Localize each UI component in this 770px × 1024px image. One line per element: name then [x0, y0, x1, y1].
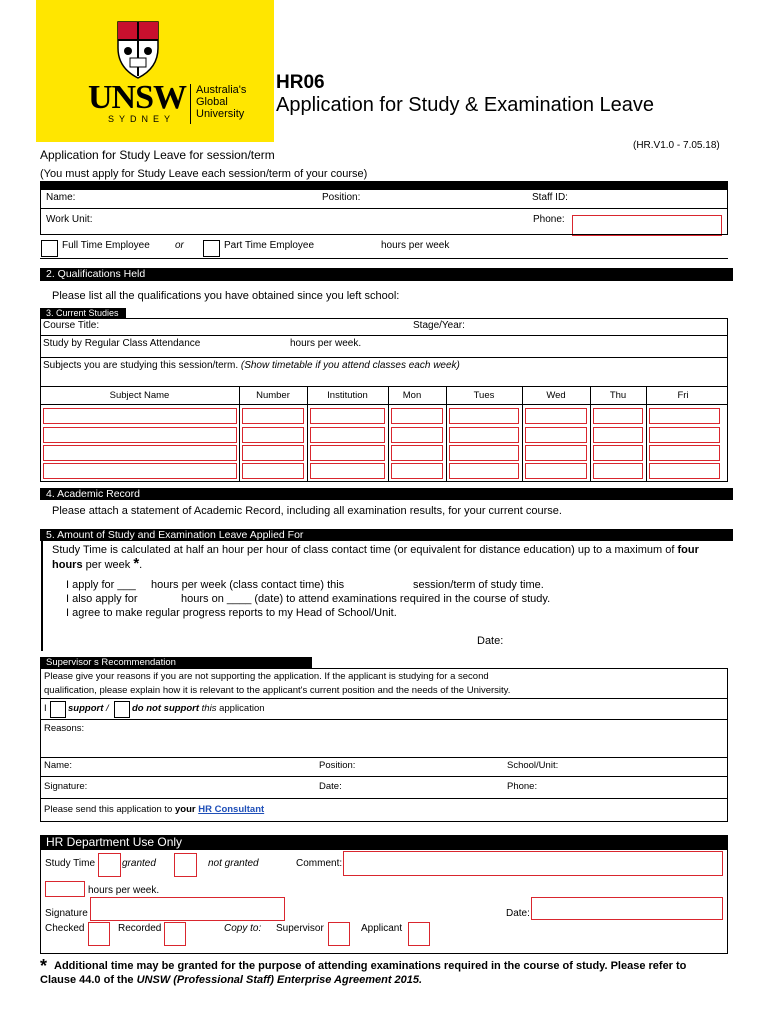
apply-for-text: I apply for ___ [66, 579, 136, 591]
section4-title: 4. Academic Record [40, 488, 733, 500]
do-not-support-checkbox[interactable] [114, 701, 130, 718]
subject-wed-input[interactable] [525, 427, 587, 443]
copy-supervisor-label: Supervisor [276, 923, 324, 934]
subject-thu-input[interactable] [593, 445, 643, 461]
part-time-label: Part Time Employee [224, 240, 315, 251]
staff-id-label: Staff ID: [532, 192, 568, 203]
intro-line2: (You must apply for Study Leave each session/term of your course) [40, 168, 368, 180]
support-line: support / [68, 703, 109, 714]
subject-thu-input[interactable] [593, 408, 643, 424]
supervisor-name-label: Name: [44, 760, 72, 771]
form-code: HR06 [276, 72, 325, 93]
granted-checkbox[interactable] [98, 853, 121, 877]
unsw-crest-icon [112, 18, 164, 80]
qualifications-text: Please list all the qualifications you have obtained since you left school: [52, 290, 400, 302]
comment-label: Comment: [296, 858, 343, 869]
comment-input[interactable] [343, 851, 723, 876]
col-wed: Wed [546, 390, 566, 401]
do-not-support-line: do not support this application [132, 703, 265, 714]
supervisor-title: Supervisor s Recommendation [40, 657, 312, 668]
subject-institution-input[interactable] [310, 427, 385, 443]
footnote-line1: Additional time may be granted for the purpose of attending examinations required in the course of study. Please refer to [54, 960, 687, 972]
study-time-label: Study Time [45, 858, 96, 869]
col-fri: Fri [677, 390, 689, 401]
hours-per-week-label: hours per week [381, 240, 450, 251]
subject-fri-input[interactable] [649, 463, 720, 479]
hours-granted-input[interactable] [45, 881, 85, 897]
subject-subject-name-input[interactable] [43, 427, 237, 443]
footnote-line2: Clause 44.0 of the UNSW (Professional Staff) Enterprise Agreement 2015. [40, 974, 423, 986]
position-label: Position: [322, 192, 361, 203]
recorded-label: Recorded [118, 923, 162, 934]
supervisor-date-label: Date: [319, 781, 342, 792]
also-apply-text: I also apply for [66, 593, 138, 605]
footnote-asterisk: * [40, 956, 48, 976]
stage-year-label: Stage/Year: [413, 320, 465, 331]
subject-thu-input[interactable] [593, 427, 643, 443]
study-time-paragraph: Study Time is calculated at half an hour per hour of class contact time (or equivalent for distance education) up to a maximum of four hours per week *. [52, 544, 699, 572]
subject-mon-input[interactable] [391, 408, 443, 424]
not-granted-label: not granted [208, 858, 259, 869]
supervisor-text1: Please give your reasons if you are not supporting the application. If the applicant is studying for a second [44, 671, 489, 682]
col-number: Number [256, 390, 290, 401]
subject-subject-name-input[interactable] [43, 463, 237, 479]
subject-fri-input[interactable] [649, 408, 720, 424]
subject-subject-name-input[interactable] [43, 445, 237, 461]
apply-session-text: session/term of study time. [413, 579, 544, 591]
hr-signature-label: Signature [45, 908, 88, 919]
col-tues: Tues [473, 390, 495, 401]
supervisor-phone-label: Phone: [507, 781, 538, 792]
copy-applicant-label: Applicant [361, 923, 403, 934]
full-time-label: Full Time Employee [62, 240, 150, 251]
phone-label: Phone: [533, 214, 565, 225]
hr-date-label: Date: [506, 908, 530, 919]
form-title: Application for Study & Examination Leave [276, 94, 654, 116]
section3-title: 3. Current Studies [40, 308, 126, 318]
form-version: (HR.V1.0 - 7.05.18) [633, 140, 720, 151]
subject-mon-input[interactable] [391, 463, 443, 479]
name-label: Name: [46, 192, 76, 203]
reasons-label: Reasons: [44, 723, 85, 734]
apply-hours-text: hours per week (class contact time) this [151, 579, 345, 591]
subject-number-input[interactable] [242, 408, 304, 424]
subject-number-input[interactable] [242, 445, 304, 461]
subject-tues-input[interactable] [449, 463, 519, 479]
section5-title: 5. Amount of Study and Examination Leave Applied For [40, 529, 733, 541]
sydney-wordmark: SYDNEY [108, 114, 176, 124]
subject-number-input[interactable] [242, 427, 304, 443]
subject-tues-input[interactable] [449, 427, 519, 443]
supervisor-school-label: School/Unit: [507, 760, 559, 771]
col-thu: Thu [609, 390, 627, 401]
work-unit-label: Work Unit: [46, 214, 93, 225]
subject-institution-input[interactable] [310, 408, 385, 424]
section5-date-label: Date: [477, 635, 504, 647]
subject-thu-input[interactable] [593, 463, 643, 479]
checked-label: Checked [45, 923, 85, 934]
subjects-text: Subjects you are studying this session/term. (Show timetable if you attend classes each week) [43, 360, 460, 371]
subject-number-input[interactable] [242, 463, 304, 479]
unsw-logo-block [36, 0, 274, 142]
subject-wed-input[interactable] [525, 463, 587, 479]
support-checkbox[interactable] [50, 701, 66, 718]
col-mon: Mon [402, 390, 422, 401]
copy-supervisor-checkbox[interactable] [328, 922, 350, 946]
hr-use-title: HR Department Use Only [40, 835, 728, 850]
col-subject-name: Subject Name [109, 390, 170, 401]
also-hours-text: hours on ____ (date) to attend examinations required in the course of study. [181, 593, 551, 605]
subject-fri-input[interactable] [649, 445, 720, 461]
i-label: I [44, 703, 47, 714]
subject-institution-input[interactable] [310, 463, 385, 479]
recorded-checkbox[interactable] [164, 922, 186, 946]
checked-checkbox[interactable] [88, 922, 110, 946]
attendance-hours-label: hours per week. [290, 338, 362, 349]
subject-mon-input[interactable] [391, 427, 443, 443]
section2-title: 2. Qualifications Held [40, 268, 733, 281]
subject-fri-input[interactable] [649, 427, 720, 443]
section1-bar [40, 181, 728, 190]
hours-per-week-label-hr: hours per week. [88, 885, 160, 896]
hr-signature-input[interactable] [90, 897, 285, 921]
copy-to-label: Copy to: [224, 923, 262, 934]
col-institution: Institution [327, 390, 368, 401]
supervisor-signature-label: Signature: [44, 781, 88, 792]
unsw-wordmark: UNSW [88, 79, 187, 116]
subject-subject-name-input[interactable] [43, 408, 237, 424]
not-granted-checkbox[interactable] [174, 853, 197, 877]
subject-tues-input[interactable] [449, 445, 519, 461]
supervisor-text2: qualification, please explain how it is relevant to the applicant's current position and the needs of the University. [44, 685, 511, 696]
academic-record-text: Please attach a statement of Academic Record, including all examination results, for your current course. [52, 505, 562, 517]
subject-wed-input[interactable] [525, 445, 587, 461]
subject-institution-input[interactable] [310, 445, 385, 461]
hr-consultant-link[interactable]: HR Consultant [198, 804, 265, 815]
intro-line1: Application for Study Leave for session/term [40, 148, 275, 162]
phone-input[interactable] [572, 215, 722, 236]
part-time-checkbox[interactable] [203, 240, 220, 257]
full-time-checkbox[interactable] [41, 240, 58, 257]
logo-tagline: Australia's Global University [196, 84, 247, 120]
subject-tues-input[interactable] [449, 408, 519, 424]
supervisor-position-label: Position: [319, 760, 356, 771]
send-text: Please send this application to your HR Consultant [44, 804, 265, 815]
course-title-label: Course Title: [43, 320, 100, 331]
agree-text: I agree to make regular progress reports to my Head of School/Unit. [66, 607, 397, 619]
subject-mon-input[interactable] [391, 445, 443, 461]
hr-date-input[interactable] [531, 897, 723, 920]
attendance-label: Study by Regular Class Attendance [43, 338, 201, 349]
copy-applicant-checkbox[interactable] [408, 922, 430, 946]
subject-wed-input[interactable] [525, 408, 587, 424]
or-label: or [175, 240, 184, 251]
granted-label: granted [122, 858, 156, 869]
